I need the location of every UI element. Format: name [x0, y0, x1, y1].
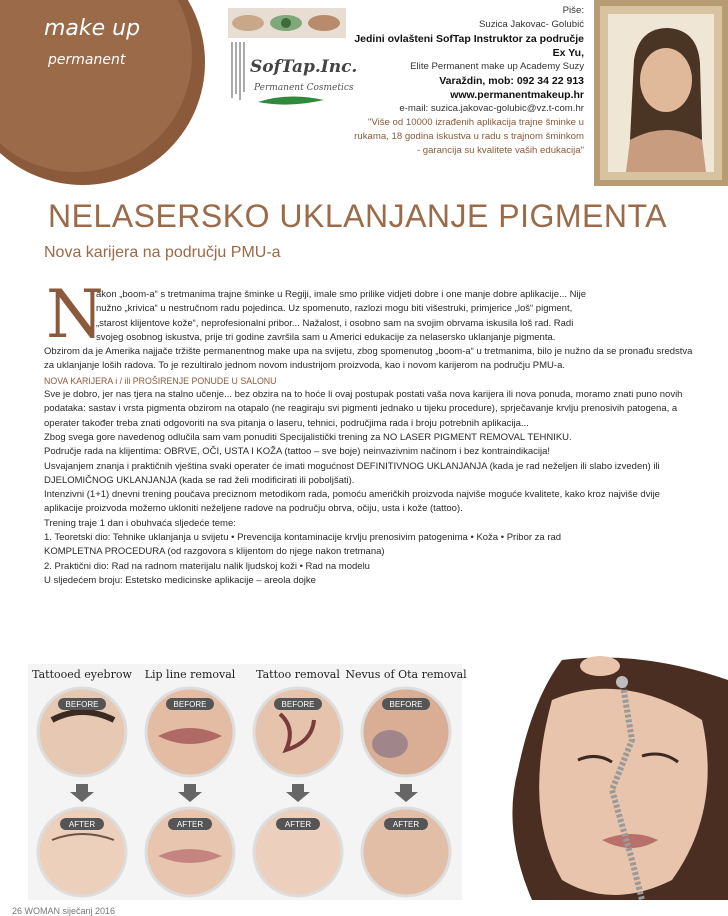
before-label: BEFORE	[389, 700, 423, 709]
intro-line: svojeg osobnog iskustva, prije tri godine završila sam u Americi edukacije za nelasersko uklanjanje pigmenta.	[96, 331, 556, 343]
after-label: AFTER	[392, 820, 420, 829]
before-label: BEFORE	[65, 700, 99, 709]
before-label: BEFORE	[173, 700, 207, 709]
email-link[interactable]: e-mail: suzica.jakovac-golubic@vz.t-com.hr	[399, 103, 584, 114]
drop-cap: N	[46, 276, 104, 353]
intro-rest: Obzirom da je Amerika najjače tržište permanentnog make upa na svijetu, zbog spomenutog „boom-a“ u tretmanima, bilo je nužno da se pronađu sredstva za uklanjanje loših radova. To je rezultiralo jednom novom industrijom proizvoda, kao i novom karijerom na području PMU-a.	[44, 346, 693, 372]
page-footer: 26 WOMAN siječanj 2016	[12, 906, 116, 916]
paragraph: Intenzivni (1+1) dnevni trening poučava preciznom metodikom rada, pomoću američkih proizvoda najviše moguće kvalitete, kako kroz najviše dvije aplikacije proizvoda možemo ukloniti neželjene radove na području obrva, očiju, usta i kože (tattoo).	[44, 489, 660, 515]
article-title: NELASERSKO UKLANJANJE PIGMENTA	[48, 198, 667, 234]
author-block	[352, 4, 584, 158]
author-name: Suzica Jakovac- Golubić	[478, 19, 584, 30]
logo-text: SofTap.Inc.	[250, 57, 358, 77]
gallery-column-label: Tattooed eyebrow	[32, 668, 132, 681]
intro-line: akon „boom-a“ s tretmanima trajne šminke u Regiji, imale smo prilike vidjeti dobre i one manje dobre aplikacije... Nije	[96, 289, 586, 300]
intro-line: nužno „krivica“ u nestručnom radu pojedinca. Uz spomenuto, razlozi mogu biti višestruki, primjerice „loš“ pigment,	[96, 303, 573, 315]
author-label: Piše:	[562, 5, 584, 16]
category-main: make up	[44, 16, 141, 41]
softap-logo	[228, 8, 358, 112]
author-photo	[594, 0, 728, 186]
next-issue: U sljedećem broju: Estetsko medicinske aplikacije – areola dojke	[44, 574, 316, 586]
before-label: BEFORE	[281, 700, 315, 709]
list-item: 2. Praktični dio: Rad na radnom materijalu nalik ljudskoj koži • Rad na modelu	[44, 560, 370, 572]
phone: Varaždin, mob: 092 34 22 913	[439, 75, 584, 87]
category-sub: permanent	[48, 52, 126, 68]
paragraph: Zbog svega gore navedenog odlučila sam vam ponuditi Specijalistički trening za NO LASER PIGMENT REMOVAL TEHNIKU.	[44, 431, 572, 443]
paragraph: Područje rada na klijentima: OBRVE, OČI, USTA I KOŽA (tattoo – sve boje) neinvazivnim načinom i bez kontraindikacija!	[44, 446, 551, 458]
paragraph: Usvajanjem znanja i praktičnih vještina svaki operater će imati mogućnost DEFINITIVNOG UKLANJANJA (kada je rad neželjen ili slabo izveden) ili DJELOMIČNOG UKLANJANJA (kada se rad želi modificirati ili poboljšati).	[44, 460, 660, 486]
after-label: AFTER	[176, 820, 204, 829]
after-label: AFTER	[284, 820, 312, 829]
before-after-gallery	[28, 664, 467, 900]
logo-sub: Permanent Cosmetics	[254, 83, 354, 93]
paragraph: Sve je dobro, jer nas tjera na stalno učenje... bez obzira na to hoće li ovaj postupak postati vaša nova karijera ili nova ponuda, moramo znati puno novih podataka: sastav i vrsta pigmenta obzirom na otapalo (ne reagiraju svi pigmenti jednako u tijeku procedure), sprječavanje krvlju prenosivih patogena, a operater također treba znati odgovoriti na sva pitanja o laseru, tehnici, područjima rada i broju potrebnih aplikacija...	[44, 389, 683, 429]
section-heading: NOVA KARIJERA i / ili PROŠIRENJE PONUDE U SALONU	[44, 375, 277, 386]
intro-line: „starost klijentove kože“, neprofesionalni pribor... Nažalost, i osobno sam na svojim obrvama iskusila loš rad. Radi	[96, 317, 574, 329]
list-item: KOMPLETNA PROCEDURA (od razgovora s klijentom do njege nakon tretmana)	[44, 546, 385, 558]
list-item: 1. Teoretski dio: Tehnike uklanjanja u svijetu • Prevencija kontaminacije krvlju prenosivim patogenima • Koža • Pribor za rad	[44, 532, 562, 544]
article-subtitle: Nova karijera na području PMU-a	[44, 244, 281, 261]
gallery-column-label: Tattoo removal	[256, 668, 340, 681]
paragraph: Trening traje 1 dan i obuhvaća sljedeće teme:	[44, 517, 236, 529]
gallery-column-label: Nevus of Ota removal	[345, 668, 467, 681]
gallery-column-label: Lip line removal	[144, 668, 236, 681]
author-role: Jedini ovlašteni SofTap Instruktor za područje Ex Yu,	[354, 33, 584, 59]
author-quote: "Više od 10000 izrađenih aplikacija trajne šminke u rukama, 18 godina iskustva u radu s trajnom šminkom - garancija su kvalitete vaših edukacija"	[354, 117, 584, 156]
zipper-face-image	[492, 660, 728, 900]
after-label: AFTER	[68, 820, 96, 829]
website-link[interactable]: www.permanentmakeup.hr	[450, 89, 584, 101]
academy: Elite Permanent make up Academy Suzy	[410, 61, 584, 72]
article-body	[44, 288, 694, 588]
